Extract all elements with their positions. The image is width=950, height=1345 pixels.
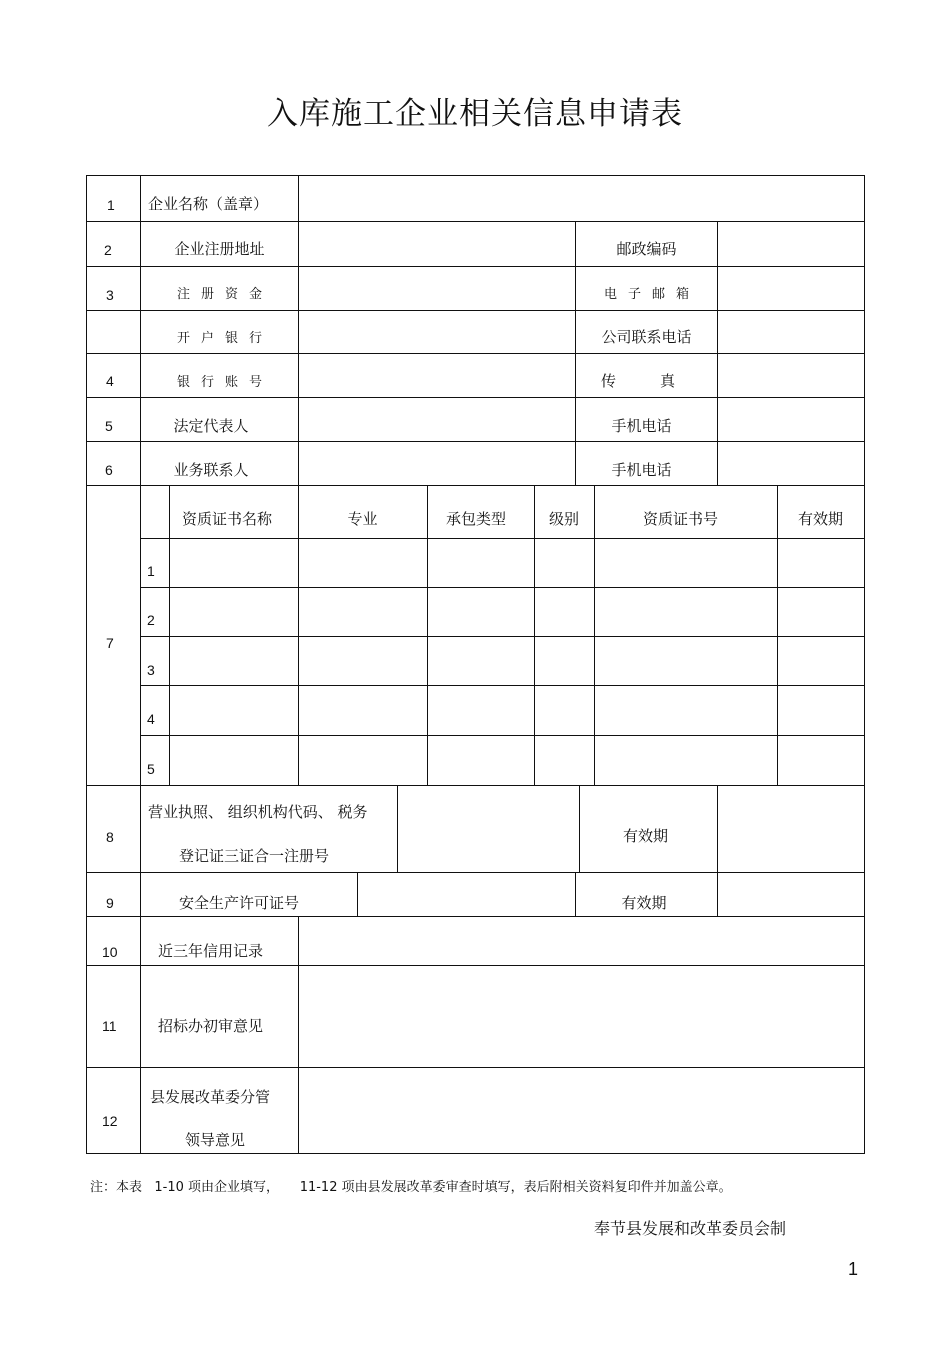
grade-header: 级别	[548, 510, 579, 528]
safety-permit-label: 安全生产许可证号	[179, 894, 300, 912]
email-field[interactable]	[719, 268, 863, 309]
validity-label: 有效期	[621, 894, 667, 912]
bank-account-label: 银行账号	[176, 375, 273, 390]
registered-address-field[interactable]	[300, 223, 574, 265]
postal-code-label: 邮政编码	[616, 240, 677, 258]
legal-representative-field[interactable]	[300, 399, 574, 440]
safety-permit-field[interactable]	[359, 874, 574, 915]
row-number: 4	[106, 373, 114, 389]
leader-opinion-field[interactable]	[300, 1069, 863, 1152]
mobile-phone-label: 手机电话	[611, 417, 672, 435]
email-label: 电子邮箱	[603, 287, 700, 302]
qualification-row-number: 3	[147, 662, 155, 678]
credit-record-label: 近三年信用记录	[158, 942, 264, 960]
row-number: 2	[104, 242, 112, 258]
leader-opinion-label-line1: 县发展改革委分管	[150, 1088, 271, 1106]
business-license-label-line2: 登记证三证合一注册号	[179, 847, 330, 865]
specialty-header: 专业	[347, 510, 378, 528]
row-number: 3	[106, 287, 114, 303]
registration-number-field[interactable]	[399, 787, 578, 871]
row-number: 10	[102, 944, 118, 960]
validity-label: 有效期	[622, 827, 668, 845]
company-name-field[interactable]	[300, 177, 862, 220]
registered-capital-label: 注册资金	[176, 287, 273, 302]
issuer-signature: 奉节县发展和改革委员会制	[594, 1219, 787, 1238]
bidding-office-opinion-field[interactable]	[300, 967, 863, 1066]
business-contact-label: 业务联系人	[173, 461, 249, 479]
postal-code-field[interactable]	[719, 223, 863, 265]
fax-label: 传真	[601, 372, 720, 390]
qualification-entries-area[interactable]	[170, 539, 863, 784]
qualification-row-number: 1	[147, 563, 155, 579]
page-title: 入库施工企业相关信息申请表	[267, 96, 683, 132]
bank-account-field[interactable]	[300, 355, 574, 396]
legal-representative-label: 法定代表人	[173, 417, 249, 435]
permit-validity-field[interactable]	[719, 874, 863, 915]
row-number: 6	[105, 462, 113, 478]
row-number: 7	[106, 635, 114, 651]
company-phone-field[interactable]	[719, 312, 863, 352]
registered-address-label: 企业注册地址	[174, 240, 265, 258]
row-number: 11	[102, 1018, 117, 1034]
company-phone-label: 公司联系电话	[601, 328, 692, 346]
credit-record-field[interactable]	[300, 918, 863, 964]
fax-field[interactable]	[719, 355, 863, 396]
bank-label: 开户银行	[176, 331, 273, 346]
row-number: 1	[107, 197, 115, 213]
row-number: 5	[105, 418, 113, 434]
row-number: 8	[106, 829, 114, 845]
qualification-row-number: 2	[147, 612, 155, 628]
certificate-number-header: 资质证书号	[642, 510, 718, 528]
contact-mobile-field[interactable]	[719, 443, 863, 484]
leader-opinion-label-line2: 领导意见	[185, 1131, 246, 1149]
qualification-name-header: 资质证书名称	[181, 510, 272, 528]
validity-header: 有效期	[797, 510, 843, 528]
contract-type-header: 承包类型	[445, 510, 506, 528]
row-number: 9	[106, 895, 114, 911]
qualification-row-number: 5	[147, 761, 155, 777]
bidding-office-opinion-label: 招标办初审意见	[158, 1017, 264, 1035]
bank-field[interactable]	[300, 312, 574, 352]
business-contact-field[interactable]	[300, 443, 574, 484]
qualification-row-number: 4	[147, 711, 155, 727]
license-validity-field[interactable]	[719, 787, 863, 871]
row-number: 12	[102, 1113, 118, 1129]
mobile-phone-field[interactable]	[719, 399, 863, 440]
company-name-label: 企业名称（盖章）	[148, 195, 269, 213]
footnote: 注：本表 1-10 项由企业填写， 11-12 项由县发展改革委审查时填写，表后附相关资料复印件并加盖公章。	[90, 1180, 732, 1195]
page-number: 1	[848, 1259, 859, 1279]
business-license-label-line1: 营业执照、 组织机构代码、 税务	[148, 803, 368, 821]
mobile-phone-label: 手机电话	[611, 461, 672, 479]
registered-capital-field[interactable]	[300, 268, 574, 309]
